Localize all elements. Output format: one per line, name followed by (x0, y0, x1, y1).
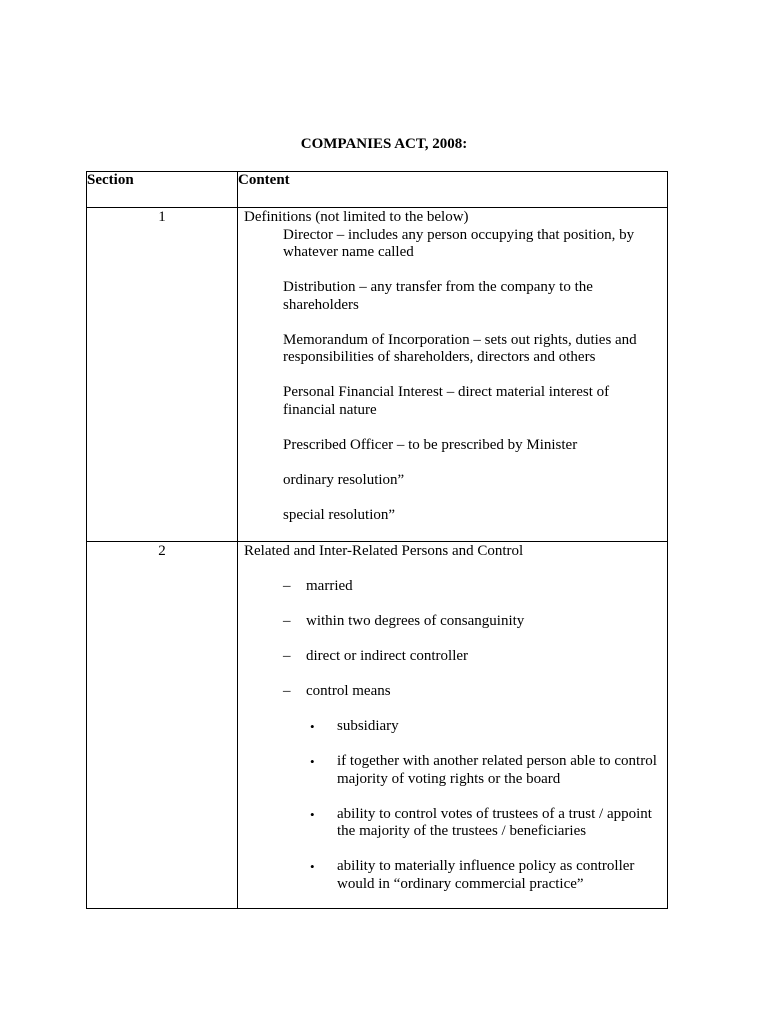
list-item (306, 753, 661, 788)
list-item-text: ability to control votes of trustees of a trust / appoint the majority of the trustees / beneficiaries (337, 805, 652, 839)
definitions-list (244, 227, 661, 525)
section-number: 1 (158, 209, 166, 225)
content-cell (238, 208, 668, 542)
bullet-list (306, 718, 661, 893)
list-item-text: control means (306, 683, 391, 699)
companies-act-table (86, 171, 668, 909)
content-header: Content (238, 172, 290, 188)
related-persons-heading: Related and Inter-Related Persons and Control (244, 543, 524, 559)
bullet-marker: • (310, 754, 315, 769)
table-row (87, 208, 668, 542)
bullet-marker: • (310, 806, 315, 822)
definition-item: special resolution” (283, 506, 396, 523)
section-cell (87, 208, 238, 542)
dash-marker: – (283, 648, 291, 664)
list-item-text: within two degrees of consanguinity (306, 613, 525, 629)
dash-marker: – (283, 613, 291, 629)
list-item-text: direct or indirect controller (306, 648, 469, 664)
dash-marker: – (283, 683, 291, 699)
dash-list (244, 578, 661, 893)
definitions-heading: Definitions (not limited to the below) (244, 209, 469, 225)
content-cell (238, 542, 668, 909)
section-header: Section (87, 172, 134, 188)
list-item (306, 718, 661, 736)
table-row (87, 542, 668, 909)
list-item-text: married (306, 578, 353, 594)
list-item-text: subsidiary (337, 718, 399, 734)
list-item (306, 858, 661, 893)
list-item (283, 578, 661, 596)
list-item (283, 613, 661, 631)
definition-item: Director – includes any person occupying that position, by whatever name called (283, 226, 635, 260)
list-item (283, 648, 661, 666)
definition-item: ordinary resolution” (283, 471, 405, 488)
table-header-row (87, 172, 668, 208)
section-cell (87, 542, 238, 909)
definition-item: Memorandum of Incorporation – sets out rights, duties and responsibilities of shareholders, directors and others (283, 331, 637, 365)
definition-item: Distribution – any transfer from the company to the shareholders (283, 279, 593, 313)
section-number: 2 (158, 543, 166, 559)
definition-item: Personal Financial Interest – direct material interest of financial nature (283, 384, 610, 418)
list-item-text: ability to materially influence policy as controller would in “ordinary commercial practice” (337, 858, 635, 892)
bullet-marker: • (310, 719, 315, 734)
section-header-cell (87, 172, 238, 208)
dash-marker: – (283, 578, 291, 594)
bullet-marker: • (310, 859, 315, 874)
document-title: COMPANIES ACT, 2008: (300, 136, 468, 152)
list-item (283, 683, 661, 893)
list-item (306, 806, 661, 841)
list-item-text: if together with another related person able to control majority of voting rights or the board (337, 753, 657, 787)
definition-item: Prescribed Officer – to be prescribed by Minister (283, 436, 578, 453)
content-header-cell (238, 172, 668, 208)
